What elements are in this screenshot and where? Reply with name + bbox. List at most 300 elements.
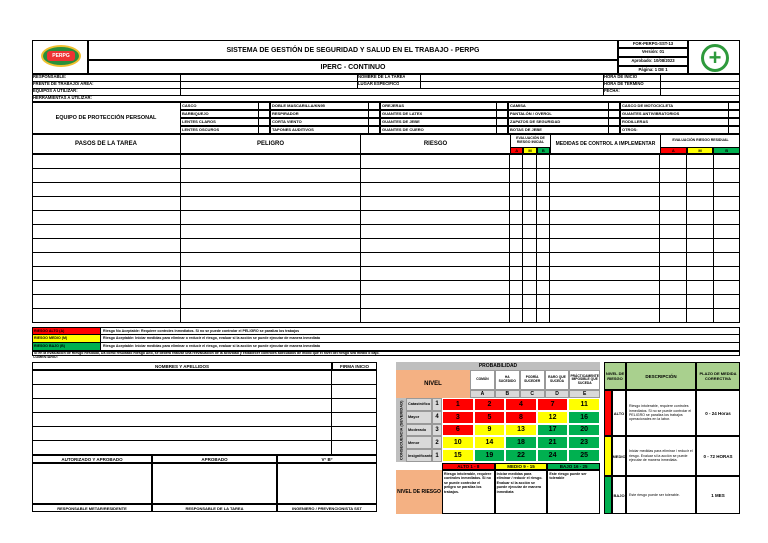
epp-checkbox[interactable] bbox=[608, 102, 620, 110]
table-row bbox=[33, 267, 740, 281]
epp-item: RODILLERAS bbox=[620, 118, 740, 126]
col-pasos: PASOS DE LA TAREA bbox=[75, 141, 137, 147]
rt-color bbox=[604, 476, 612, 514]
table-cell[interactable] bbox=[33, 309, 181, 323]
name-cell[interactable] bbox=[33, 385, 332, 399]
matrix-cell: 2 bbox=[474, 398, 506, 411]
table-cell[interactable] bbox=[687, 267, 714, 281]
table-cell[interactable] bbox=[523, 309, 537, 323]
matrix-cell: 17 bbox=[537, 424, 569, 437]
resp-tarea-label: RESPONSABLE DE LA TAREA bbox=[152, 504, 277, 512]
rt-color bbox=[604, 390, 612, 436]
hora-inicio-label: HORA DE INICIO bbox=[604, 75, 638, 79]
firma-cell[interactable] bbox=[332, 427, 377, 441]
prob-col-label: RARO QUE SUCEDA bbox=[545, 370, 570, 390]
table-cell[interactable] bbox=[687, 155, 714, 169]
table-cell[interactable] bbox=[687, 253, 714, 267]
epp-item: GUANTES DE CUERO bbox=[380, 126, 508, 134]
table-cell[interactable] bbox=[713, 197, 739, 211]
table-cell[interactable] bbox=[550, 309, 660, 323]
rt-h2: DESCRIPCIÓN bbox=[626, 362, 696, 390]
prob-col-label: PRÁCTICAMENTE IMPOSIBLE QUE SUCEDA bbox=[569, 370, 600, 390]
nombres-header: NOMBRES Y APELLIDOS bbox=[32, 362, 332, 370]
table-cell[interactable] bbox=[360, 211, 510, 225]
nivel-label: NIVEL bbox=[396, 370, 470, 398]
people-row bbox=[33, 385, 377, 399]
rt-desc: Iniciar medidas para eliminar / reducir el riesgo. Evaluar si la acción se puede ejecutar de manera inmediata. bbox=[626, 436, 696, 476]
table-cell[interactable] bbox=[180, 155, 360, 169]
table-cell[interactable] bbox=[523, 295, 537, 309]
eval-inicial-letters bbox=[510, 147, 550, 154]
epp-checkbox[interactable] bbox=[258, 118, 270, 126]
table-cell[interactable] bbox=[687, 225, 714, 239]
rt-level: BAJO bbox=[612, 476, 626, 514]
table-cell[interactable] bbox=[523, 239, 537, 253]
doc-version: Versión: 01 bbox=[618, 48, 688, 57]
residual-note: Si en la Evaluación de Riesgo Residual, Da como resultado Riesgo Alto, se deberá realizar una reevaluación de la actividad y establecer controles adecuados de modo que el nivel del riesgo sea medio o bajo. bbox=[32, 351, 740, 356]
table-row bbox=[33, 253, 740, 267]
severity-num: 1 bbox=[432, 398, 442, 411]
table-cell[interactable] bbox=[687, 309, 714, 323]
epp-checkbox[interactable] bbox=[258, 126, 270, 134]
prob-col bbox=[495, 370, 520, 398]
prob-col bbox=[520, 370, 545, 398]
range-label: BAJO 16 - 25 bbox=[547, 463, 600, 470]
table-row bbox=[33, 309, 740, 323]
herramientas-label: HERRAMIENTAS A UTILIZAR: bbox=[33, 96, 92, 100]
table-row bbox=[33, 183, 740, 197]
table-cell[interactable] bbox=[33, 295, 181, 309]
people-row bbox=[33, 441, 377, 455]
rt-plazo: 0 - 72 HORAS bbox=[696, 436, 740, 476]
epp-checkbox[interactable] bbox=[368, 102, 380, 110]
table-cell[interactable] bbox=[550, 211, 660, 225]
epp-checkbox[interactable] bbox=[496, 126, 508, 134]
risk-letter: B bbox=[713, 147, 740, 154]
epp-checkbox[interactable] bbox=[728, 118, 740, 126]
table-cell[interactable] bbox=[360, 197, 510, 211]
vb-label: V° B° bbox=[277, 455, 377, 463]
table-cell[interactable] bbox=[523, 267, 537, 281]
table-cell[interactable] bbox=[510, 281, 523, 295]
prob-col-letter: A bbox=[470, 390, 495, 398]
epp-item: LENTES OSCUROS bbox=[180, 126, 270, 134]
matrix-cell: 6 bbox=[442, 424, 474, 437]
table-cell[interactable] bbox=[660, 267, 687, 281]
table-cell[interactable] bbox=[180, 225, 360, 239]
responsable-label: RESPONSABLE: bbox=[33, 75, 67, 79]
table-cell[interactable] bbox=[180, 197, 360, 211]
range-label: MEDIO 9 - 15 bbox=[495, 463, 548, 470]
ingeniero-label: INGENIERO / PREVENCIONISTA SST bbox=[277, 504, 377, 512]
divider bbox=[180, 74, 181, 95]
rt-rows bbox=[604, 390, 740, 514]
range-label: ALTO 1 - 8 bbox=[442, 463, 495, 470]
legend-text: Riesgo Aceptable: Iniciar medidas para eliminar o reducir el riesgo, evaluar si la acción se puede ejecutar de manera inmediata bbox=[103, 336, 320, 340]
epp-checkbox[interactable] bbox=[728, 110, 740, 118]
table-cell[interactable] bbox=[687, 183, 714, 197]
table-cell[interactable] bbox=[33, 253, 181, 267]
table-cell[interactable] bbox=[550, 295, 660, 309]
table-cell[interactable] bbox=[510, 211, 523, 225]
legend-row bbox=[32, 335, 740, 343]
table-row bbox=[33, 197, 740, 211]
table-cell[interactable] bbox=[510, 155, 523, 169]
table-cell[interactable] bbox=[550, 239, 660, 253]
epp-checkbox[interactable] bbox=[368, 110, 380, 118]
prob-col-label: COMÚN bbox=[470, 370, 495, 390]
epp-item: CAMISA bbox=[508, 102, 620, 110]
name-cell[interactable] bbox=[33, 399, 332, 413]
table-cell[interactable] bbox=[537, 295, 550, 309]
table-cell[interactable] bbox=[713, 267, 739, 281]
epp-checkbox[interactable] bbox=[258, 102, 270, 110]
table-cell[interactable] bbox=[33, 267, 181, 281]
table-cell[interactable] bbox=[523, 225, 537, 239]
table-cell[interactable] bbox=[687, 197, 714, 211]
table-cell[interactable] bbox=[660, 155, 687, 169]
epp-item: CASCO bbox=[180, 102, 270, 110]
equipos-label: EQUIPOS A UTILIZAR: bbox=[33, 89, 78, 93]
table-cell[interactable] bbox=[360, 169, 510, 183]
table-cell[interactable] bbox=[660, 239, 687, 253]
table-row bbox=[33, 295, 740, 309]
table-cell[interactable] bbox=[660, 309, 687, 323]
table-cell[interactable] bbox=[510, 253, 523, 267]
rt-h3: PLAZO DE MEDIDA CORRECTIVA bbox=[696, 362, 740, 390]
prob-columns bbox=[470, 370, 600, 398]
table-cell[interactable] bbox=[550, 197, 660, 211]
matrix-cell: 8 bbox=[505, 411, 537, 424]
epp-checkbox[interactable] bbox=[368, 118, 380, 126]
table-cell[interactable] bbox=[33, 183, 181, 197]
table-cell[interactable] bbox=[550, 155, 660, 169]
epp-item: PANTALÓN / OVEROL bbox=[508, 110, 620, 118]
severity-name: Insignificante bbox=[406, 449, 432, 462]
signature-area[interactable] bbox=[32, 463, 152, 504]
table-cell[interactable] bbox=[33, 239, 181, 253]
table-cell[interactable] bbox=[550, 253, 660, 267]
matrix-cell: 25 bbox=[568, 449, 600, 462]
table-cell[interactable] bbox=[510, 197, 523, 211]
rt-color bbox=[604, 436, 612, 476]
table-cell[interactable] bbox=[537, 225, 550, 239]
prob-col-letter: C bbox=[520, 390, 545, 398]
table-cell[interactable] bbox=[687, 295, 714, 309]
table-cell[interactable] bbox=[33, 197, 181, 211]
severity-name: Catastrófico bbox=[406, 398, 432, 411]
epp-item: TAPONES AUDITIVOS bbox=[270, 126, 380, 134]
epp-checkbox[interactable] bbox=[496, 102, 508, 110]
table-cell[interactable] bbox=[523, 155, 537, 169]
legend-text: Riesgo Aceptable: Iniciar medidas para eliminar o reducir el riesgo, evaluar si la acción se puede ejecutar de manera inmediata bbox=[103, 344, 320, 348]
matrix-cell: 13 bbox=[505, 424, 537, 437]
epp-checkbox[interactable] bbox=[728, 126, 740, 134]
matrix-row bbox=[406, 436, 600, 449]
rt-desc: Este riesgo puede ser tolerable. bbox=[626, 476, 696, 514]
table-cell[interactable] bbox=[537, 211, 550, 225]
table-cell[interactable] bbox=[180, 309, 360, 323]
table-cell[interactable] bbox=[713, 309, 739, 323]
epp-item: LENTES CLAROS bbox=[180, 118, 270, 126]
table-cell[interactable] bbox=[660, 197, 687, 211]
table-cell[interactable] bbox=[550, 169, 660, 183]
matrix-desc-cell: Riesgo intolerable, requiere controles inmediatos. Si no se puede controlar el peligro se paraliza los trabajos. bbox=[442, 470, 495, 514]
table-cell[interactable] bbox=[537, 155, 550, 169]
risk-letter: A bbox=[660, 147, 687, 154]
firma-cell[interactable] bbox=[332, 399, 377, 413]
table-cell[interactable] bbox=[360, 309, 510, 323]
matrix-cell: 23 bbox=[568, 436, 600, 449]
table-cell[interactable] bbox=[180, 295, 360, 309]
firma-cell[interactable] bbox=[332, 413, 377, 427]
table-cell[interactable] bbox=[713, 225, 739, 239]
table-cell[interactable] bbox=[713, 169, 739, 183]
prob-col-label: PODRÍA SUCEDER bbox=[520, 370, 545, 390]
epp-item: RESPIRADOR bbox=[270, 110, 380, 118]
table-cell[interactable] bbox=[550, 267, 660, 281]
table-cell[interactable] bbox=[687, 239, 714, 253]
table-cell[interactable] bbox=[713, 239, 739, 253]
signature-area[interactable] bbox=[152, 463, 277, 504]
prob-col bbox=[569, 370, 600, 398]
table-cell[interactable] bbox=[510, 295, 523, 309]
table-cell[interactable] bbox=[537, 183, 550, 197]
table-cell[interactable] bbox=[713, 295, 739, 309]
comentario-label: COMENTARIO: bbox=[33, 356, 58, 359]
matrix-cell: 15 bbox=[442, 449, 474, 462]
epp-item: BARBIQUEJO bbox=[180, 110, 270, 118]
table-cell[interactable] bbox=[537, 253, 550, 267]
epp-item: OREJERAS bbox=[380, 102, 508, 110]
legend-text: Riesgo No Aceptable: Requiere controles inmediatos. Si no se puede controlar el PELIGRO se paraliza los trabajos bbox=[103, 329, 300, 333]
rt-plazo: 0 - 24 Horas bbox=[696, 390, 740, 436]
matrix-desc-cell: Iniciar medidas para eliminar / reducir el riesgo. Evaluar si la acción se puede ejecutar de manera inmediata bbox=[495, 470, 548, 514]
table-cell[interactable] bbox=[550, 183, 660, 197]
table-cell[interactable] bbox=[523, 253, 537, 267]
prob-header: PROBABILIDAD bbox=[396, 362, 600, 370]
matrix-cell: 5 bbox=[474, 411, 506, 424]
table-cell[interactable] bbox=[523, 169, 537, 183]
table-cell[interactable] bbox=[537, 197, 550, 211]
epp-grid bbox=[180, 102, 740, 134]
people-row bbox=[33, 371, 377, 385]
table-cell[interactable] bbox=[537, 267, 550, 281]
divider bbox=[32, 95, 740, 96]
epp-item: GUANTES DE JEBE bbox=[380, 118, 508, 126]
table-cell[interactable] bbox=[360, 225, 510, 239]
matrix-cell: 16 bbox=[568, 411, 600, 424]
table-cell[interactable] bbox=[660, 169, 687, 183]
name-cell[interactable] bbox=[33, 427, 332, 441]
epp-checkbox[interactable] bbox=[368, 126, 380, 134]
table-cell[interactable] bbox=[360, 267, 510, 281]
table-cell[interactable] bbox=[537, 281, 550, 295]
table-row bbox=[33, 239, 740, 253]
matrix-cell: 20 bbox=[568, 424, 600, 437]
name-cell[interactable] bbox=[33, 441, 332, 455]
table-cell[interactable] bbox=[523, 281, 537, 295]
matrix-row bbox=[406, 398, 600, 411]
firma-cell[interactable] bbox=[332, 371, 377, 385]
risk-letter: B bbox=[537, 147, 550, 154]
epp-checkbox[interactable] bbox=[496, 118, 508, 126]
table-row bbox=[33, 155, 740, 169]
table-row bbox=[33, 225, 740, 239]
prob-col bbox=[470, 370, 495, 398]
table-cell[interactable] bbox=[660, 211, 687, 225]
divider bbox=[420, 74, 421, 88]
page-title: SISTEMA DE GESTIÓN DE SEGURIDAD Y SALUD EN EL TRABAJO - PERPG bbox=[88, 40, 618, 60]
table-cell[interactable] bbox=[510, 267, 523, 281]
table-cell[interactable] bbox=[510, 309, 523, 323]
table-cell[interactable] bbox=[180, 281, 360, 295]
matrix-cell: 21 bbox=[537, 436, 569, 449]
matrix-cell: 11 bbox=[568, 398, 600, 411]
firma-cell[interactable] bbox=[332, 385, 377, 399]
table-cell[interactable] bbox=[360, 281, 510, 295]
prob-col bbox=[545, 370, 570, 398]
table-cell[interactable] bbox=[537, 169, 550, 183]
firma-cell[interactable] bbox=[332, 441, 377, 455]
col-eval-residual: EVALUACIÓN RIESGO RESIDUAL bbox=[660, 134, 740, 147]
table-cell[interactable] bbox=[510, 183, 523, 197]
epp-checkbox[interactable] bbox=[608, 110, 620, 118]
name-cell[interactable] bbox=[33, 413, 332, 427]
table-cell[interactable] bbox=[660, 295, 687, 309]
legend-label: RIESGO MEDIO (M) bbox=[33, 335, 101, 342]
epp-checkbox[interactable] bbox=[258, 110, 270, 118]
signature-area[interactable] bbox=[277, 463, 377, 504]
rt-row bbox=[604, 476, 740, 514]
table-cell[interactable] bbox=[523, 183, 537, 197]
eval-residual-letters bbox=[660, 147, 740, 154]
table-cell[interactable] bbox=[180, 267, 360, 281]
aprobado-label: APROBADO bbox=[152, 455, 277, 463]
table-cell[interactable] bbox=[360, 239, 510, 253]
severity-num: 3 bbox=[432, 424, 442, 437]
hora-termino-label: HORA DE TÉRMINO bbox=[604, 82, 644, 86]
table-cell[interactable] bbox=[687, 211, 714, 225]
table-cell[interactable] bbox=[180, 169, 360, 183]
table-cell[interactable] bbox=[180, 183, 360, 197]
divider bbox=[660, 74, 661, 95]
risk-letter: M bbox=[687, 147, 714, 154]
table-cell[interactable] bbox=[180, 239, 360, 253]
matrix-cell: 18 bbox=[505, 436, 537, 449]
epp-checkbox[interactable] bbox=[728, 102, 740, 110]
table-cell[interactable] bbox=[360, 183, 510, 197]
table-cell[interactable] bbox=[537, 309, 550, 323]
matrix-row bbox=[406, 449, 600, 462]
col-peligro: PELIGRO bbox=[180, 134, 360, 154]
table-cell[interactable] bbox=[713, 281, 739, 295]
epp-item: BOTAS DE JEBE bbox=[508, 126, 620, 134]
matrix-row bbox=[406, 424, 600, 437]
table-cell[interactable] bbox=[713, 183, 739, 197]
table-cell[interactable] bbox=[510, 225, 523, 239]
table-cell[interactable] bbox=[713, 211, 739, 225]
epp-checkbox[interactable] bbox=[496, 110, 508, 118]
legend bbox=[32, 327, 740, 351]
epp-checkbox[interactable] bbox=[608, 118, 620, 126]
table-cell[interactable] bbox=[33, 155, 181, 169]
table-cell[interactable] bbox=[660, 253, 687, 267]
table-cell[interactable] bbox=[687, 281, 714, 295]
table-cell[interactable] bbox=[687, 169, 714, 183]
safety-cross-icon: + bbox=[701, 44, 729, 72]
safety-logo-box bbox=[688, 40, 740, 74]
table-cell[interactable] bbox=[660, 225, 687, 239]
rt-desc: Riesgo intolerable, requiere controles inmediatos. Si no se puede controlar el PELIGRO se paraliza los trabajos operacionales en la labor. bbox=[626, 390, 696, 436]
probability-matrix bbox=[396, 362, 600, 514]
table-cell[interactable] bbox=[33, 169, 181, 183]
name-cell[interactable] bbox=[33, 371, 332, 385]
table-cell[interactable] bbox=[660, 183, 687, 197]
people-row bbox=[33, 427, 377, 441]
severity-num: 1 bbox=[432, 449, 442, 462]
severity-name: Menor bbox=[406, 436, 432, 449]
table-cell[interactable] bbox=[33, 225, 181, 239]
people-row bbox=[33, 413, 377, 427]
frente-label: FRENTE DE TRABAJO/ AREA: bbox=[33, 82, 94, 86]
col-medidas: MEDIDAS DE CONTROL A IMPLEMENTAR bbox=[550, 134, 660, 154]
table-cell[interactable] bbox=[510, 169, 523, 183]
table-cell[interactable] bbox=[537, 239, 550, 253]
rt-level: ALTO bbox=[612, 390, 626, 436]
matrix-cell: 7 bbox=[537, 398, 569, 411]
table-cell[interactable] bbox=[360, 253, 510, 267]
table-cell[interactable] bbox=[180, 211, 360, 225]
matrix-cell: 12 bbox=[537, 411, 569, 424]
table-cell[interactable] bbox=[360, 155, 510, 169]
table-cell[interactable] bbox=[713, 155, 739, 169]
risk-level-table bbox=[604, 362, 740, 514]
legend-row bbox=[32, 343, 740, 351]
matrix-cell: 24 bbox=[537, 449, 569, 462]
people-table bbox=[32, 370, 377, 455]
table-cell[interactable] bbox=[33, 211, 181, 225]
rt-h1: NIVEL DE RIESGO bbox=[604, 362, 626, 390]
matrix-desc-cell: Este riesgo puede ser tolerable bbox=[547, 470, 600, 514]
people-row bbox=[33, 399, 377, 413]
task-table bbox=[32, 154, 740, 323]
nivel-riesgo-label: NIVEL DE RIESGO bbox=[396, 470, 442, 514]
risk-letter: M bbox=[523, 147, 536, 154]
table-cell[interactable] bbox=[713, 253, 739, 267]
logo-text: PERPG bbox=[47, 51, 75, 61]
table-cell[interactable] bbox=[180, 253, 360, 267]
table-cell[interactable] bbox=[360, 295, 510, 309]
page-subtitle: IPERC - CONTINUO bbox=[88, 60, 618, 74]
matrix-cell: 10 bbox=[442, 436, 474, 449]
risk-letter: A bbox=[510, 147, 523, 154]
matrix-cell: 3 bbox=[442, 411, 474, 424]
autorizado-label: AUTORIZADO Y APROBADO bbox=[32, 455, 152, 463]
epp-checkbox[interactable] bbox=[608, 126, 620, 134]
table-cell[interactable] bbox=[550, 225, 660, 239]
table-cell[interactable] bbox=[523, 211, 537, 225]
table-cell[interactable] bbox=[510, 239, 523, 253]
table-cell[interactable] bbox=[550, 281, 660, 295]
rt-row bbox=[604, 436, 740, 476]
epp-item: OTROS: bbox=[620, 126, 740, 134]
table-cell[interactable] bbox=[33, 281, 181, 295]
range-row bbox=[442, 463, 600, 470]
table-cell[interactable] bbox=[523, 197, 537, 211]
table-cell[interactable] bbox=[660, 281, 687, 295]
prob-col-letter: E bbox=[569, 390, 600, 398]
